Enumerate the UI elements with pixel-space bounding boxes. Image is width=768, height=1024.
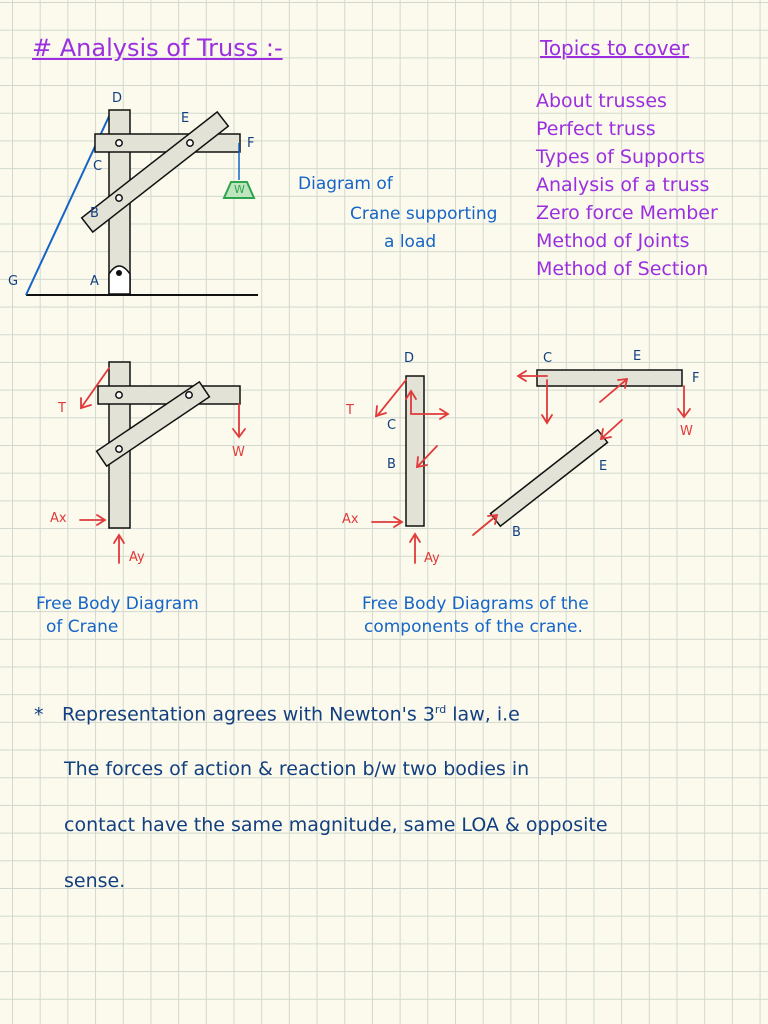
crane-caption-line2: Crane supporting	[350, 204, 498, 224]
label-g: G	[8, 274, 19, 289]
comp-label-d: D	[404, 351, 415, 366]
boom-label-w: W	[680, 424, 693, 439]
boom-label-c: C	[543, 351, 553, 366]
fbd-components-caption-line2: components of the crane.	[364, 617, 583, 637]
topic-item: About trusses	[536, 90, 667, 112]
topic-item: Types of Supports	[536, 146, 705, 168]
comp-label-ax: Ax	[342, 512, 359, 527]
brace-label-b: B	[512, 525, 521, 540]
label-f: F	[247, 136, 255, 151]
label-b: B	[90, 206, 99, 221]
comp-label-c: C	[387, 418, 397, 433]
brace-label-e: E	[599, 459, 608, 474]
note-line-1	[62, 704, 520, 724]
note-line-1-text: Representation agrees with Newton's 3	[62, 703, 435, 726]
fbd-label-t: T	[58, 401, 66, 416]
boom-label-f: F	[692, 371, 700, 386]
comp-tension-arrow	[377, 380, 406, 416]
topic-item: Zero force Member	[536, 202, 718, 224]
note-line-1-sup: rd	[434, 703, 447, 716]
topic-item: Analysis of a truss	[536, 174, 710, 196]
note-line-4: sense.	[64, 870, 126, 892]
label-e: E	[181, 111, 190, 126]
fbd-components-caption-line1: Free Body Diagrams of the	[362, 594, 589, 614]
brace-e-arrow	[602, 420, 622, 438]
note-bullet: *	[34, 704, 44, 726]
comp-label-b: B	[387, 457, 396, 472]
topic-item: Perfect truss	[536, 118, 656, 140]
fbd-crane-caption-line1: Free Body Diagram	[36, 594, 199, 614]
note-line-1-end: law, i.e	[446, 703, 520, 726]
boom-label-e: E	[633, 349, 642, 364]
crane-caption-line1: Diagram of	[298, 174, 393, 194]
note-line-2: The forces of action & reaction b/w two bodies in	[64, 758, 530, 780]
label-a: A	[90, 274, 99, 289]
comp-label-t: T	[346, 403, 354, 418]
fbd-crane-caption-line2: of Crane	[46, 617, 119, 637]
page-title: # Analysis of Truss :-	[32, 34, 283, 62]
topic-item: Method of Joints	[536, 230, 690, 252]
topics-heading: Topics to cover	[540, 36, 690, 60]
comp-boom	[537, 370, 682, 386]
fbd-label-w: W	[232, 445, 245, 460]
label-d: D	[112, 91, 123, 106]
label-c: C	[93, 159, 103, 174]
topic-item: Method of Section	[536, 258, 709, 280]
fbd-label-ax: Ax	[50, 511, 67, 526]
comp-brace	[490, 430, 607, 526]
brace-b-arrow	[473, 516, 496, 535]
comp-label-ay: Ay	[424, 551, 440, 566]
fbd-label-ay: Ay	[129, 550, 145, 565]
note-line-3: contact have the same magnitude, same LOA & opposite	[64, 814, 608, 836]
crane-caption-line3: a load	[384, 232, 437, 252]
load-label: W	[234, 183, 245, 196]
